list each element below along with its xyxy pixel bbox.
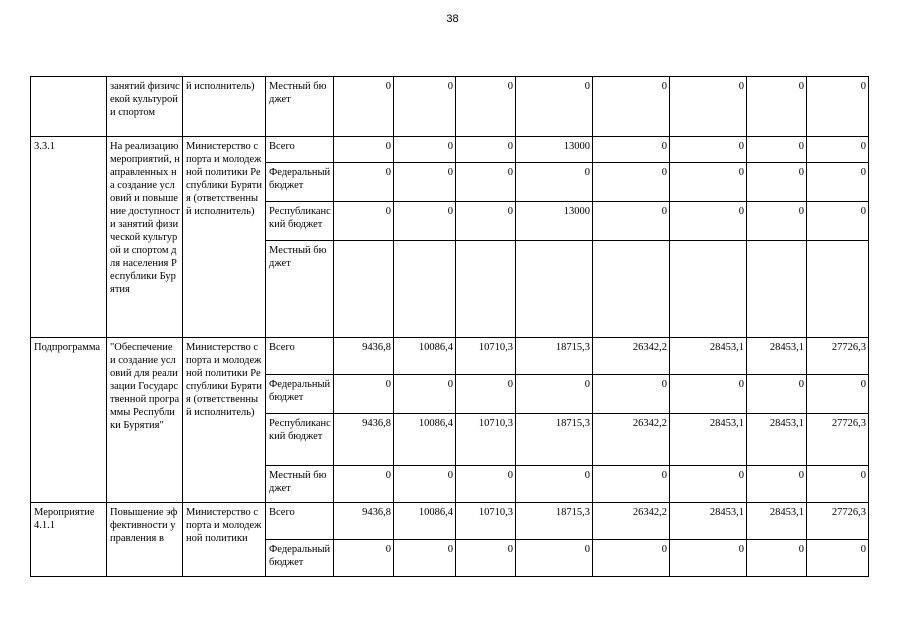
value-cell: 0 <box>807 466 869 503</box>
funding-source-cell: Федеральный бюджет <box>266 163 334 202</box>
funding-source-cell: Всего <box>266 503 334 540</box>
row-name-cell: "Обеспечение и создание условий для реализации Государственной программы Республики Бурятия" <box>107 338 183 503</box>
row-code-cell: 3.3.1 <box>31 137 107 338</box>
budget-table-body <box>31 77 869 577</box>
value-cell: 13000 <box>516 202 593 241</box>
value-cell: 0 <box>670 466 747 503</box>
value-cell: 0 <box>394 540 456 577</box>
value-cell: 0 <box>593 163 670 202</box>
value-cell: 0 <box>334 77 394 137</box>
funding-source-cell: Республиканский бюджет <box>266 414 334 466</box>
value-cell: 27726,3 <box>807 338 869 375</box>
value-cell: 0 <box>593 375 670 414</box>
value-cell: 0 <box>394 202 456 241</box>
value-cell: 0 <box>670 540 747 577</box>
value-cell: 28453,1 <box>670 338 747 375</box>
value-cell: 0 <box>456 375 516 414</box>
value-cell <box>516 241 593 338</box>
row-code-cell: Мероприятие 4.1.1 <box>31 503 107 577</box>
value-cell: 28453,1 <box>747 414 807 466</box>
value-cell: 0 <box>394 77 456 137</box>
value-cell <box>456 241 516 338</box>
value-cell: 0 <box>334 466 394 503</box>
funding-source-cell: Всего <box>266 338 334 375</box>
value-cell: 0 <box>394 466 456 503</box>
value-cell: 0 <box>456 202 516 241</box>
row-name-cell: На реализацию мероприятий, направленных на создание условий и повышение доступности занятий физической культурой и спортом для населения Республики Бурятия <box>107 137 183 338</box>
value-cell: 9436,8 <box>334 338 394 375</box>
value-cell <box>807 241 869 338</box>
page-number: 38 <box>446 13 459 25</box>
value-cell: 0 <box>456 466 516 503</box>
value-cell: 0 <box>747 375 807 414</box>
value-cell: 0 <box>456 137 516 163</box>
table-row <box>31 338 869 375</box>
funding-source-cell: Федеральный бюджет <box>266 375 334 414</box>
value-cell: 10710,3 <box>456 503 516 540</box>
value-cell: 0 <box>334 375 394 414</box>
value-cell: 27726,3 <box>807 414 869 466</box>
value-cell: 0 <box>670 77 747 137</box>
value-cell: 0 <box>807 163 869 202</box>
value-cell: 0 <box>516 163 593 202</box>
funding-source-cell: Республиканский бюджет <box>266 202 334 241</box>
value-cell: 0 <box>747 466 807 503</box>
funding-source-cell: Местный бюджет <box>266 241 334 338</box>
row-executor-cell: Министерство спорта и молодежной политики Республики Бурятия (ответственный исполнитель) <box>183 137 266 338</box>
value-cell: 0 <box>747 163 807 202</box>
row-executor-cell: Министерство спорта и молодежной политики Республики Бурятия (ответственный исполнитель) <box>183 338 266 503</box>
row-name-cell: занятий физичсекой культурой и спортом <box>107 77 183 137</box>
value-cell: 0 <box>593 202 670 241</box>
value-cell: 0 <box>593 137 670 163</box>
value-cell: 0 <box>747 77 807 137</box>
value-cell: 18715,3 <box>516 338 593 375</box>
value-cell: 18715,3 <box>516 503 593 540</box>
row-code-cell: Подпрограмма <box>31 338 107 503</box>
value-cell: 10710,3 <box>456 338 516 375</box>
value-cell: 0 <box>394 163 456 202</box>
value-cell <box>394 241 456 338</box>
value-cell: 0 <box>747 202 807 241</box>
value-cell: 0 <box>334 540 394 577</box>
value-cell: 0 <box>334 202 394 241</box>
value-cell: 0 <box>670 137 747 163</box>
value-cell: 27726,3 <box>807 503 869 540</box>
value-cell: 0 <box>456 77 516 137</box>
table-row <box>31 77 869 137</box>
value-cell: 10710,3 <box>456 414 516 466</box>
value-cell: 0 <box>807 77 869 137</box>
value-cell: 10086,4 <box>394 338 456 375</box>
value-cell: 0 <box>670 163 747 202</box>
value-cell: 0 <box>807 202 869 241</box>
value-cell: 13000 <box>516 137 593 163</box>
value-cell: 0 <box>456 163 516 202</box>
value-cell: 26342,2 <box>593 338 670 375</box>
value-cell <box>670 241 747 338</box>
funding-source-cell: Местный бюджет <box>266 466 334 503</box>
row-name-cell: Повышение эффективности управления в <box>107 503 183 577</box>
row-executor-cell: Министерство спорта и молодежной политики <box>183 503 266 577</box>
value-cell: 0 <box>516 540 593 577</box>
value-cell: 0 <box>456 540 516 577</box>
value-cell: 0 <box>516 77 593 137</box>
value-cell: 0 <box>334 137 394 163</box>
value-cell: 0 <box>394 375 456 414</box>
value-cell: 10086,4 <box>394 414 456 466</box>
value-cell: 0 <box>394 137 456 163</box>
value-cell: 28453,1 <box>670 414 747 466</box>
value-cell <box>593 241 670 338</box>
value-cell: 0 <box>593 77 670 137</box>
value-cell: 0 <box>807 375 869 414</box>
funding-source-cell: Всего <box>266 137 334 163</box>
funding-source-cell: Федеральный бюджет <box>266 540 334 577</box>
table-row <box>31 137 869 163</box>
value-cell: 28453,1 <box>670 503 747 540</box>
value-cell: 0 <box>334 163 394 202</box>
value-cell: 0 <box>747 137 807 163</box>
row-code-cell <box>31 77 107 137</box>
value-cell: 0 <box>807 540 869 577</box>
value-cell: 0 <box>747 540 807 577</box>
value-cell <box>334 241 394 338</box>
table-row <box>31 503 869 540</box>
row-executor-cell: й исполнитель) <box>183 77 266 137</box>
value-cell: 0 <box>516 375 593 414</box>
value-cell <box>747 241 807 338</box>
value-cell: 28453,1 <box>747 338 807 375</box>
value-cell: 10086,4 <box>394 503 456 540</box>
value-cell: 18715,3 <box>516 414 593 466</box>
value-cell: 26342,2 <box>593 414 670 466</box>
value-cell: 0 <box>516 466 593 503</box>
value-cell: 9436,8 <box>334 414 394 466</box>
value-cell: 0 <box>593 540 670 577</box>
budget-table <box>30 76 869 577</box>
value-cell: 28453,1 <box>747 503 807 540</box>
value-cell: 0 <box>670 375 747 414</box>
funding-source-cell: Местный бюджет <box>266 77 334 137</box>
value-cell: 26342,2 <box>593 503 670 540</box>
value-cell: 0 <box>670 202 747 241</box>
value-cell: 9436,8 <box>334 503 394 540</box>
value-cell: 0 <box>807 137 869 163</box>
value-cell: 0 <box>593 466 670 503</box>
